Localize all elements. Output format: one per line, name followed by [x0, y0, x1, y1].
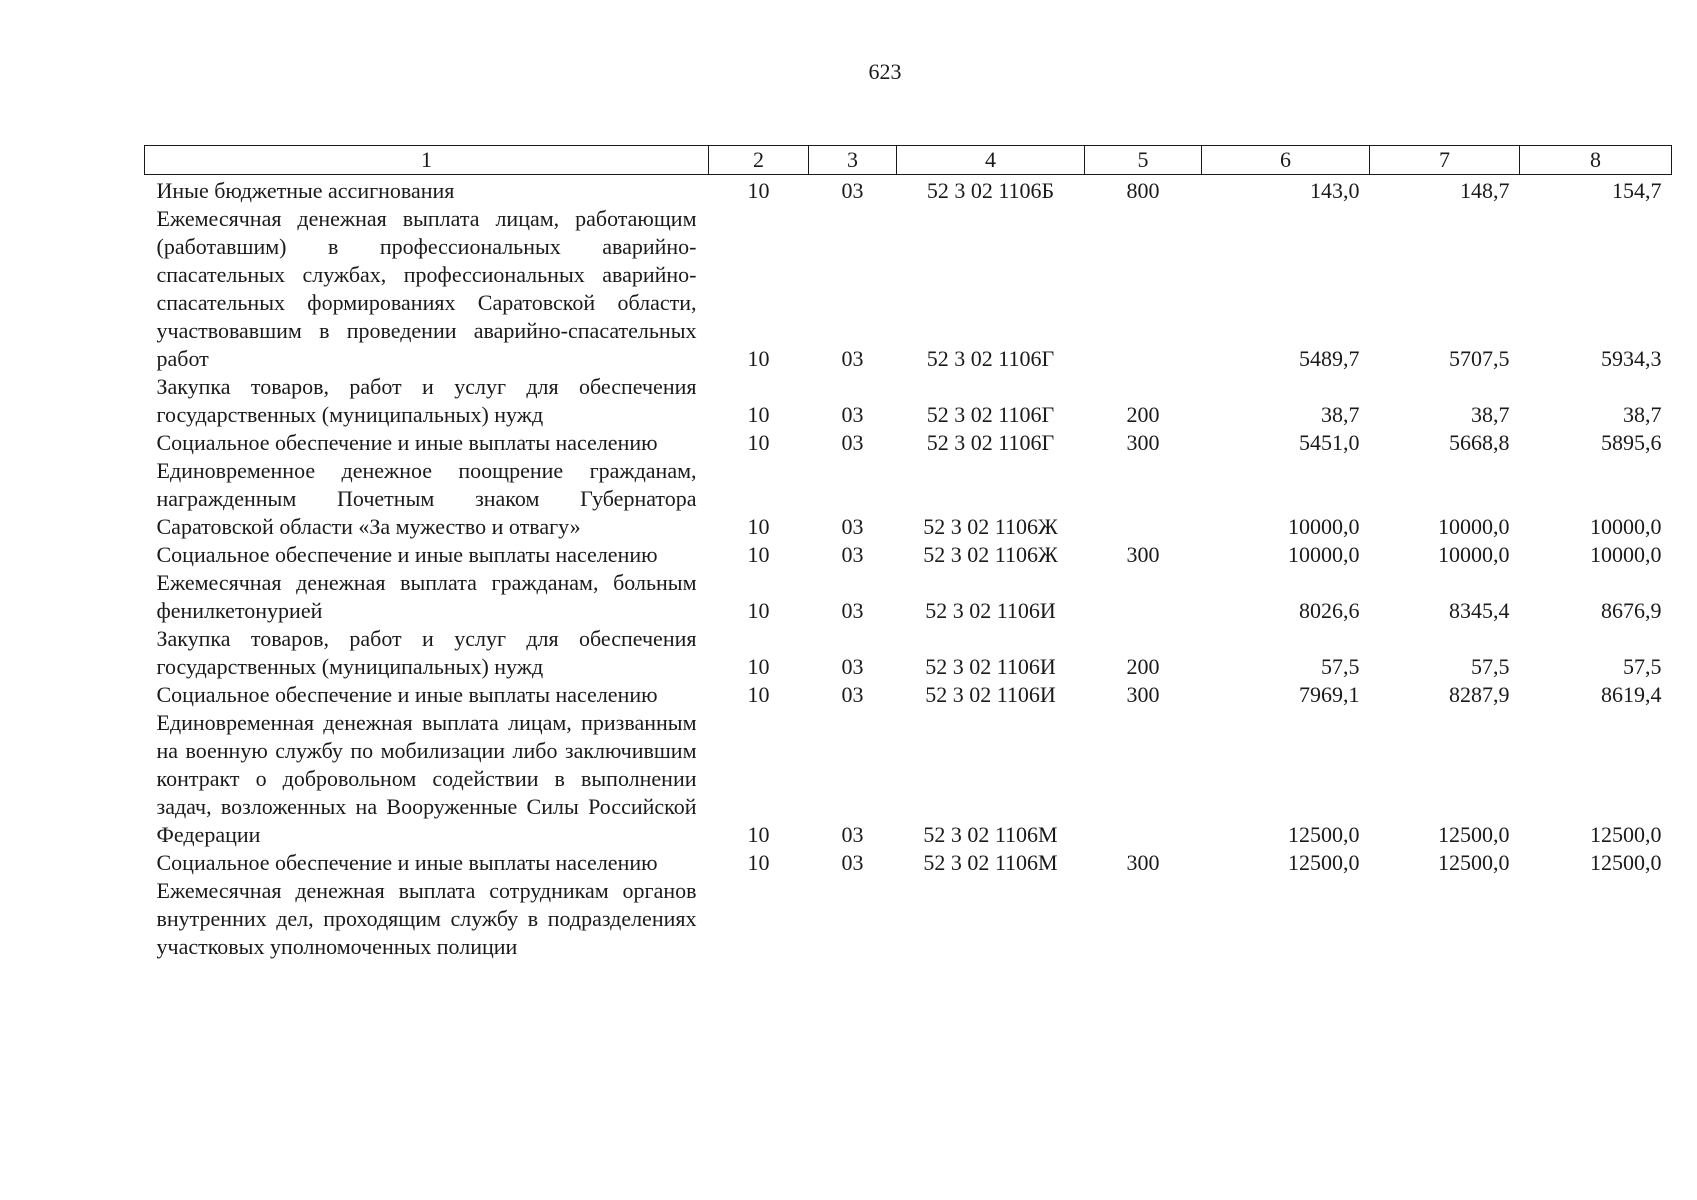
row-amount-col6: 10000,0	[1288, 514, 1360, 539]
row-subsection: 03	[841, 598, 864, 623]
row-subsection: 03	[841, 654, 864, 679]
row-section: 10	[747, 822, 770, 847]
row-amount-col7: 57,5	[1471, 654, 1510, 679]
row-target-article: 52 3 02 1106Б	[926, 178, 1055, 203]
row-section: 10	[747, 682, 770, 707]
row-section: 10	[747, 514, 770, 539]
row-amount-col8: 12500,0	[1590, 850, 1662, 875]
row-amount-col7: 5668,8	[1449, 430, 1510, 455]
row-expense-type	[1085, 457, 1202, 541]
row-amount-col6	[1202, 877, 1370, 961]
header-col-2: 2	[709, 146, 809, 175]
row-amount-col7: 12500,0	[1438, 822, 1510, 847]
row-amount-col6: 10000,0	[1288, 542, 1360, 567]
row-amount-col7: 8287,9	[1449, 682, 1510, 707]
row-amount-col8: 10000,0	[1590, 542, 1662, 567]
row-expense-type	[1085, 569, 1202, 625]
row-subsection: 03	[841, 682, 864, 707]
row-subsection: 03	[841, 542, 864, 567]
row-section: 10	[747, 850, 770, 875]
table-row	[145, 457, 1672, 541]
row-target-article: 52 3 02 1106И	[925, 682, 1056, 707]
row-expense-type	[1085, 877, 1202, 961]
row-section	[709, 877, 809, 961]
row-amount-col6: 38,7	[1321, 402, 1360, 427]
row-amount-col6: 12500,0	[1288, 850, 1360, 875]
row-name: Ежемесячная денежная выплата гражданам, больным фенилкетонурией	[156, 570, 697, 623]
row-target-article: 52 3 02 1106И	[925, 598, 1056, 623]
row-subsection: 03	[841, 850, 864, 875]
row-expense-type: 300	[1126, 682, 1160, 707]
row-name: Ежемесячная денежная выплата сотрудникам органов внутренних дел, проходящим службу в подразделениях участковых уполномоченных полиции	[156, 878, 697, 959]
header-col-6: 6	[1202, 146, 1370, 175]
header-col-1: 1	[145, 146, 709, 175]
row-subsection: 03	[841, 822, 864, 847]
row-amount-col7: 38,7	[1471, 402, 1510, 427]
table-row	[145, 429, 1672, 457]
header-row	[145, 146, 1672, 175]
header-col-4: 4	[897, 146, 1085, 175]
row-amount-col8: 12500,0	[1590, 822, 1662, 847]
row-amount-col8: 8676,9	[1601, 598, 1662, 623]
row-expense-type	[1085, 205, 1202, 373]
table-row	[145, 849, 1672, 877]
row-section: 10	[747, 430, 770, 455]
row-section: 10	[747, 402, 770, 427]
row-section: 10	[747, 178, 770, 203]
table-row	[145, 877, 1672, 961]
table-row	[145, 373, 1672, 429]
table-row	[145, 681, 1672, 709]
row-amount-col8: 5934,3	[1601, 346, 1662, 371]
row-name: Единовременное денежное поощрение гражданам, награжденным Почетным знаком Губернатора Саратовской области «За мужество и отвагу»	[156, 458, 697, 539]
row-subsection	[809, 877, 897, 961]
row-target-article: 52 3 02 1106Г	[926, 402, 1055, 427]
table-row	[145, 625, 1672, 681]
table-row	[145, 541, 1672, 569]
row-section: 10	[747, 598, 770, 623]
row-subsection: 03	[841, 178, 864, 203]
row-amount-col8	[1520, 877, 1672, 961]
row-amount-col6: 12500,0	[1288, 822, 1360, 847]
table-row	[145, 709, 1672, 849]
header-col-8: 8	[1520, 146, 1672, 175]
row-target-article: 52 3 02 1106Ж	[923, 514, 1058, 539]
row-expense-type	[1085, 709, 1202, 849]
row-amount-col7: 5707,5	[1449, 346, 1510, 371]
table-row	[145, 569, 1672, 625]
row-name: Социальное обеспечение и иные выплаты населению	[156, 430, 658, 455]
row-target-article: 52 3 02 1106Г	[926, 430, 1055, 455]
row-expense-type: 300	[1126, 542, 1160, 567]
row-expense-type: 200	[1126, 402, 1160, 427]
row-target-article: 52 3 02 1106Г	[926, 346, 1055, 371]
budget-table	[144, 145, 1672, 961]
row-amount-col8: 8619,4	[1601, 682, 1662, 707]
table-row	[145, 175, 1672, 206]
row-name: Ежемесячная денежная выплата лицам, работающим (работавшим) в профессиональных аварийно-спасательных службах, профессиональных аварийно-спасательных формированиях Саратовской области, участвовавшим в проведении аварийно-спасательных работ	[156, 206, 697, 371]
row-name: Социальное обеспечение и иные выплаты населению	[156, 850, 658, 875]
row-expense-type: 300	[1126, 430, 1160, 455]
row-amount-col7	[1370, 877, 1520, 961]
row-name: Иные бюджетные ассигнования	[156, 178, 455, 203]
row-subsection: 03	[841, 402, 864, 427]
header-col-3: 3	[809, 146, 897, 175]
row-subsection: 03	[841, 430, 864, 455]
row-amount-col7: 8345,4	[1449, 598, 1510, 623]
row-amount-col8: 57,5	[1623, 654, 1662, 679]
row-target-article	[897, 877, 1085, 961]
row-target-article: 52 3 02 1106И	[925, 654, 1056, 679]
row-section: 10	[747, 654, 770, 679]
row-name: Закупка товаров, работ и услуг для обеспечения государственных (муниципальных) нужд	[156, 626, 697, 679]
row-amount-col7: 10000,0	[1438, 514, 1510, 539]
header-col-7: 7	[1370, 146, 1520, 175]
page-number: 623	[868, 59, 902, 84]
row-amount-col6: 143,0	[1310, 178, 1360, 203]
row-amount-col6: 5451,0	[1299, 430, 1360, 455]
row-amount-col6: 8026,6	[1299, 598, 1360, 623]
row-subsection: 03	[841, 514, 864, 539]
table-row	[145, 205, 1672, 373]
row-name: Социальное обеспечение и иные выплаты населению	[156, 542, 658, 567]
row-section: 10	[747, 346, 770, 371]
row-amount-col7: 12500,0	[1438, 850, 1510, 875]
row-amount-col7: 10000,0	[1438, 542, 1510, 567]
row-expense-type: 800	[1126, 178, 1160, 203]
row-target-article: 52 3 02 1106Ж	[923, 542, 1058, 567]
row-amount-col7: 148,7	[1460, 178, 1510, 203]
row-amount-col6: 5489,7	[1299, 346, 1360, 371]
header-col-5: 5	[1085, 146, 1202, 175]
row-expense-type: 200	[1126, 654, 1160, 679]
row-amount-col8: 38,7	[1623, 402, 1662, 427]
row-name: Закупка товаров, работ и услуг для обеспечения государственных (муниципальных) нужд	[156, 374, 697, 427]
row-name: Единовременная денежная выплата лицам, призванным на военную службу по мобилизации либо заключившим контракт о добровольном содействии в выполнении задач, возложенных на Вооруженные Силы Российской Федерации	[156, 710, 697, 847]
row-target-article: 52 3 02 1106М	[923, 822, 1058, 847]
row-amount-col8: 5895,6	[1601, 430, 1662, 455]
row-subsection: 03	[841, 346, 864, 371]
row-section: 10	[747, 542, 770, 567]
row-name: Социальное обеспечение и иные выплаты населению	[156, 682, 658, 707]
row-expense-type: 300	[1126, 850, 1160, 875]
row-amount-col6: 57,5	[1321, 654, 1360, 679]
table-body	[145, 175, 1672, 962]
row-target-article: 52 3 02 1106М	[923, 850, 1058, 875]
row-amount-col6: 7969,1	[1299, 682, 1360, 707]
row-amount-col8: 10000,0	[1590, 514, 1662, 539]
row-amount-col8: 154,7	[1612, 178, 1662, 203]
